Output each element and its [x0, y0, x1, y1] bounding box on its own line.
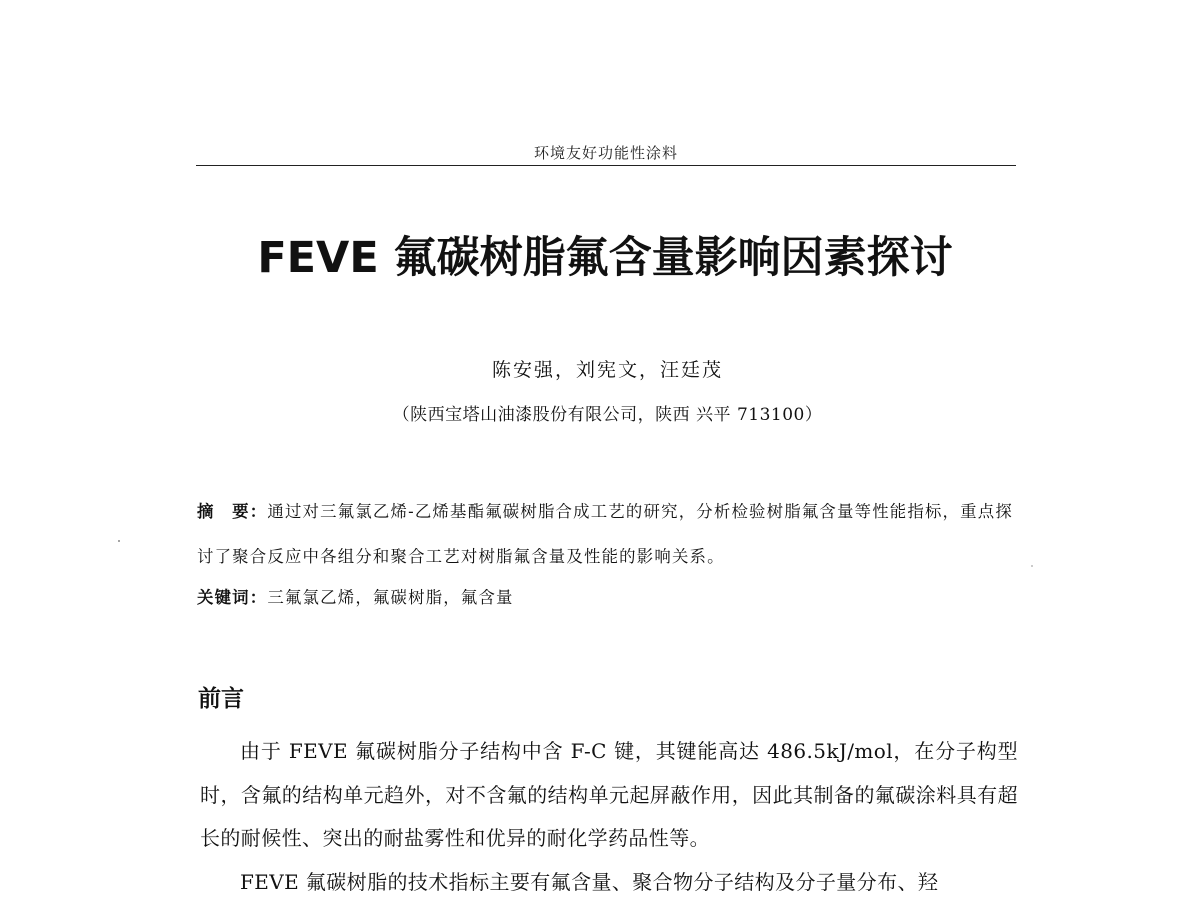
keywords-text: 三氟氯乙烯，氟碳树脂，氟含量	[267, 588, 513, 607]
scan-speck	[118, 540, 120, 542]
paper-title: FEVE 氟碳树脂氟含量影响因素探讨	[150, 224, 1060, 285]
paragraph: FEVE 氟碳树脂的技术指标主要有氟含量、聚合物分子结构及分子量分布、羟	[200, 861, 1018, 904]
keywords	[197, 584, 1019, 608]
header-rule	[196, 165, 1016, 166]
abstract	[197, 489, 1019, 579]
running-header: 环境友好功能性涂料	[196, 142, 1016, 163]
author-affiliation: （陕西宝塔山油漆股份有限公司，陕西 兴平 713100）	[300, 400, 915, 425]
abstract-label: 摘 要：	[197, 502, 267, 521]
scan-speck	[1031, 565, 1033, 567]
body-text	[200, 730, 1018, 904]
section-heading: 前言	[198, 680, 244, 713]
paragraph: 由于 FEVE 氟碳树脂分子结构中含 F-C 键，其键能高达 486.5kJ/mol，在分子构型时，含氟的结构单元趋外，对不含氟的结构单元起屏蔽作用，因此其制备的氟碳涂料具有超长的耐候性、突出的耐盐雾性和优异的耐化学药品性等。	[200, 730, 1018, 861]
author-list: 陈安强，刘宪文，汪廷茂	[300, 355, 915, 382]
keywords-label: 关键词：	[197, 588, 267, 607]
abstract-text: 通过对三氟氯乙烯-乙烯基酯氟碳树脂合成工艺的研究，分析检验树脂氟含量等性能指标，重点探讨了聚合反应中各组分和聚合工艺对树脂氟含量及性能的影响关系。	[197, 502, 1013, 566]
